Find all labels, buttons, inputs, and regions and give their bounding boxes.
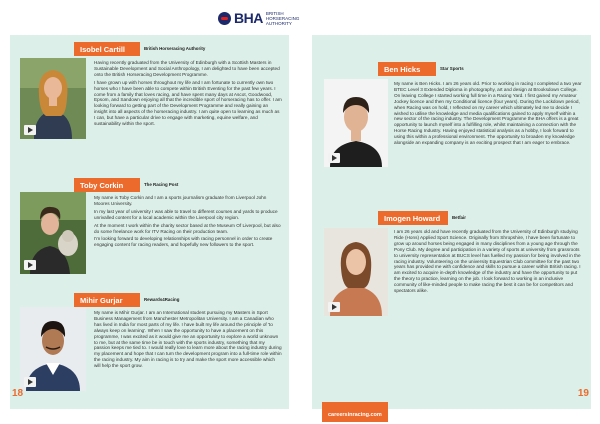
bio-paragraph: I have grown up with horses throughout my life and I am fortunate to currently own two horses who I have been able to compete within British Eventing for the past few years. I come from a family that loves racing, and have spent many days at Ascot, Goodwood, Epsom, and Sandown enjoying all that the incredible sport of horseracing has to offer. I am looking forward to getting part of the Development Programme and really gaining an insight into all aspects of the horseracing industry. I am quite open to learning as much as I can, but have a particular drive to engage with marketing, equine welfare, and sustainability within the sport. [94,79,282,127]
bio-paragraph: My name is Toby Corkin and I am a sports journalism graduate from Liverpool John Moores University. [94,195,267,206]
profile-bio [394,81,584,148]
bio-paragraph: At the moment I work within the charity sector based at the Museum Of Liverpool, but also do some freelance work for ITV Racing on their production team. [94,222,281,234]
profile-name-bar [378,211,448,225]
play-video-icon[interactable] [328,153,340,163]
profile-bio [394,229,584,296]
left-page [10,35,289,409]
bha-logo [218,10,306,26]
bio-paragraph: My name is Ben Hicks. I am 26 years old. Prior to working in racing I completed a two year BTEC Level 3 Extended Diploma in photography, art and design at Brooksdown College. On leaving College I started working full time in a Racing Yard. I first gained my Amateur Jockey licence and then my Conditional licence (four years). During the Lockdown period, when Racing was on hold, I reflected on my career which ultimately led me to decide I wished to utilise the knowledge and media qualifications gained to apply myself within a new sector of the racing industry. The Development Programme the BHA offers is a great opportunity to launch myself into a fulfilling role, whilst maintaining a connection with the Horse Racing Industry. Having enjoyed statistical analysis as a hobby, I look forward to using this within a professional environment. The opportunity to broaden my knowledge alongside an expanding company is an exciting prospect that I am eager to embrace. [394,81,582,146]
profile-name: Isobel Cartill [80,44,126,54]
profile-role: Star Sports [440,66,464,71]
bio-paragraph: My name is Mihir Gurjar. I am an International student pursuing my Masters in Sport Business Management from Manchester Metropolitan University. I am a Canadian who has lived in India for most parts of my life. I have built my life around the principle of 'to always keep on learning'. When I saw the opportunity to have a placement on this programme, I was excited as it would give me an opportunity to explore a world unknown to me, but at the same time be in touch with the sports industry, something that my passion keeps me tied to. I would really love to learn more about the racing industry during my placement and hope that I can turn the development program into a full-time role within the racing industry. My aim in racing is to try and make the sport more accessible which will help the sport grow. [94,310,282,369]
profile-bio [94,195,282,250]
bio-paragraph: I'm looking forward to developing relationships with racing personnel in order to create engaging content for racing readers, and hopefully new followers to the sport. [94,236,273,248]
profile-photo-ben[interactable] [324,79,388,167]
profile-bio [94,310,282,371]
website-url[interactable]: careersinracing.com [328,412,382,418]
bha-seal-icon [218,12,231,25]
bio-paragraph: Having recently graduated from the University of Edinburgh with a Scottish Masters in Sustainable Development and Social Anthropology, I am delighted to have been accepted onto the British Horseracing Development Programme. [94,60,280,77]
right-page [312,35,591,409]
page-number: 18 [12,388,24,399]
bio-paragraph: I am 26 years old and have recently graduated from the University of Edinburgh studying Ride (Hons) Applied Sport Science. Originally from Shropshire, I have been fortunate to grow up around horses being engaged in many disciplines from a young age through the Pony Club. My degree and participation in a variety of sports at university from grassroots to university representation at BUCS level has fuelled my passion for being involved in the racing industry. Volunteering on the university Equestrian Club committee for the past two years has provided me with confidence and skills to pursue a career within British racing. I am excited to acquire in-depth knowledge of the industry and have the opportunity to put the theory to practice, learning on the job. I look forward to working in an inclusive community of like-minded people to make racing the best it can be for competitors and spectators alike. [394,229,581,294]
bio-paragraph: In my last year of university I was able to travel to different courses and yards to produce unrivalled content for a local academic within the Liverpool city region. [94,208,278,220]
page-number: 19 [577,388,589,399]
profile-photo-isobel[interactable] [20,58,86,139]
profile-name-bar [378,62,436,76]
profile-role: The Racing Post [144,182,179,187]
logo-text: BHA [234,10,263,26]
profile-photo-imogen[interactable] [324,228,388,316]
profile-name-bar [74,178,140,192]
website-link[interactable] [322,402,388,422]
profile-name: Imogen Howard [384,213,441,223]
profile-bio [94,60,282,129]
play-video-icon[interactable] [328,302,340,312]
play-video-icon[interactable] [24,260,36,270]
profile-name: Ben Hicks [384,64,421,74]
play-video-icon[interactable] [24,377,36,387]
play-video-icon[interactable] [24,125,36,135]
profile-role: British Horseracing Authority [144,46,206,51]
profile-role: Betfair [452,215,466,220]
profile-role: Rewards4Racing [144,297,180,302]
logo-subtitle: BRITISH HORSERACING AUTHORITY [265,10,300,26]
profile-name: Mihir Gurjar [80,295,123,305]
profile-name-bar [74,42,140,56]
profile-photo-mihir[interactable] [20,307,86,391]
profile-photo-toby[interactable] [20,192,86,274]
profile-name: Toby Corkin [80,180,124,190]
profile-name-bar [74,293,140,307]
